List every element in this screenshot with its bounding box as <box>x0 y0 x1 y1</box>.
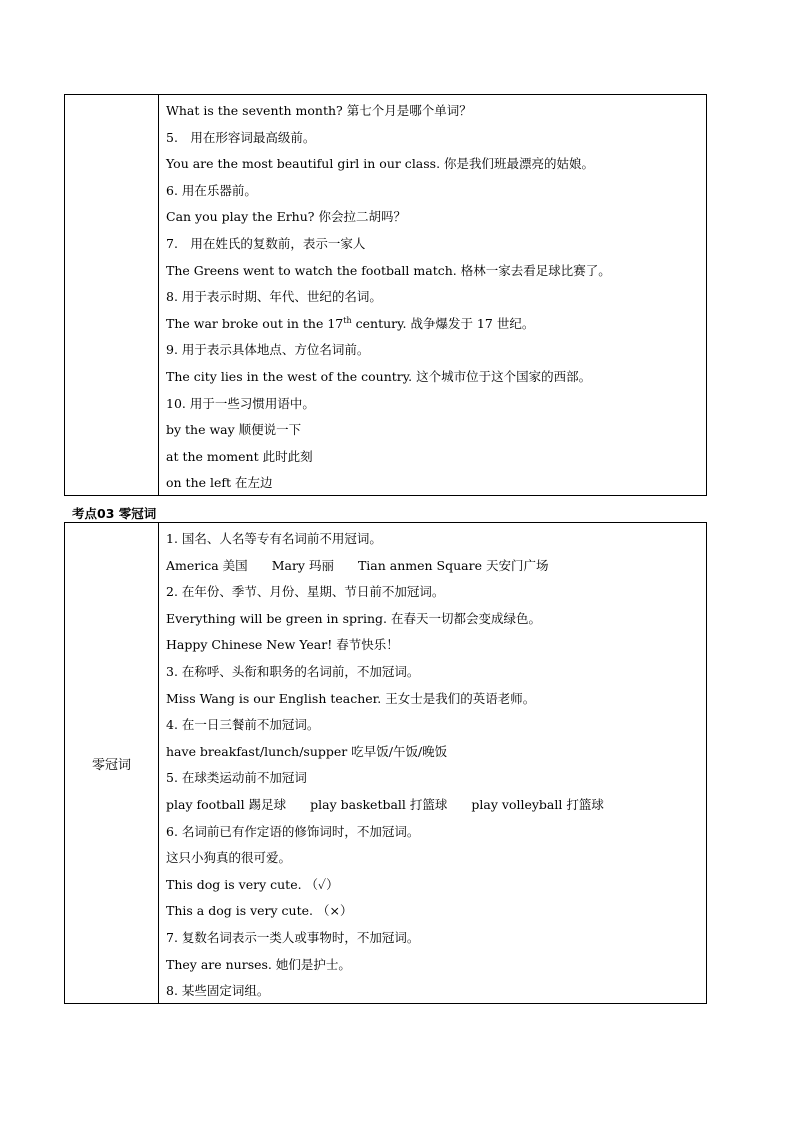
content-line-examples <box>159 792 706 819</box>
content-line: 8. 用于表示时期、年代、世纪的名词。 <box>166 289 382 305</box>
table-content-cell <box>159 523 706 1003</box>
content-line: 2. 在年份、季节、月份、星期、节日前不加冠词。 <box>166 584 445 600</box>
content-line: by the way 顺便说一下 <box>166 422 302 438</box>
content-line: Miss Wang is our English teacher. 王女士是我们的英语老师。 <box>166 690 536 706</box>
content-line: 7. 用在姓氏的复数前，表示一家人 <box>166 235 366 251</box>
row-category-label: 零冠词 <box>91 757 131 773</box>
table-left-cell <box>65 523 159 1003</box>
table-left-cell <box>65 95 159 495</box>
content-line: What is the seventh month? 第七个月是哪个单词？ <box>166 103 472 118</box>
content-line: Can you play the Erhu? 你会拉二胡吗？ <box>166 209 406 225</box>
content-line-examples <box>159 553 706 580</box>
content-line: The city lies in the west of the country. 这个城市位于这个国家的西部。 <box>166 368 592 384</box>
content-line: Everything will be green in spring. 在春天一切都会变成绿色。 <box>166 610 541 626</box>
content-line: 5. 用在形容词最高级前。 <box>166 129 316 145</box>
content-line: You are the most beautiful girl in our class. 你是我们班最漂亮的姑娘。 <box>166 156 595 172</box>
content-line: 10. 用于一些习惯用语中。 <box>166 395 315 411</box>
content-line: This dog is very cute. （✓） <box>166 876 339 892</box>
content-line: Happy Chinese New Year! 春节快乐！ <box>166 637 399 653</box>
content-line: 9. 用于表示具体地点、方位名词前。 <box>166 342 370 358</box>
content-line: The Greens went to watch the football match. 格林一家去看足球比赛了。 <box>166 262 611 278</box>
content-line: have breakfast/lunch/supper 吃早饭/午饭/晚饭 <box>166 743 448 759</box>
content-line: at the moment 此时此刻 <box>166 448 313 464</box>
content-line: This a dog is very cute. （×） <box>166 903 353 919</box>
content-line: 7. 复数名词表示一类人或事物时，不加冠词。 <box>166 929 420 945</box>
example-item: play basketball 打篮球 <box>310 796 448 812</box>
table-content-cell <box>159 95 706 495</box>
content-line: 这只小狗真的很可爱。 <box>166 850 292 866</box>
content-line: They are nurses. 她们是护士。 <box>166 956 351 972</box>
superscript-ordinal: th <box>343 315 352 325</box>
content-line: on the left 在左边 <box>166 475 273 491</box>
example-item: America 美国 <box>166 557 248 573</box>
grammar-table-definite-article <box>64 94 707 496</box>
grammar-table-zero-article <box>64 522 707 1004</box>
content-line: 6. 名词前已有作定语的修饰词时，不加冠词。 <box>166 823 420 839</box>
example-item: Mary 玛丽 <box>271 557 334 573</box>
content-line: 1. 国名、人名等专有名词前不用冠词。 <box>166 531 382 546</box>
example-item: play football 踢足球 <box>166 796 287 812</box>
example-item: Tian anmen Square 天安门广场 <box>357 557 549 573</box>
content-line: 3. 在称呼、头衔和职务的名词前，不加冠词。 <box>166 663 420 679</box>
content-line: 6. 用在乐器前。 <box>166 182 257 198</box>
content-line: 5. 在球类运动前不加冠词 <box>166 770 307 786</box>
section-heading: 考点03 零冠词 <box>72 506 157 521</box>
content-line-with-superscript <box>159 311 706 338</box>
content-line: 4. 在一日三餐前不加冠词。 <box>166 717 320 733</box>
content-line: 8. 某些固定词组。 <box>166 983 270 999</box>
example-item: play volleyball 打篮球 <box>471 796 604 812</box>
text-before-superscript: The war broke out in the 17 <box>166 315 344 331</box>
text-after-superscript: century. 战争爆发于 17 世纪。 <box>351 315 535 331</box>
